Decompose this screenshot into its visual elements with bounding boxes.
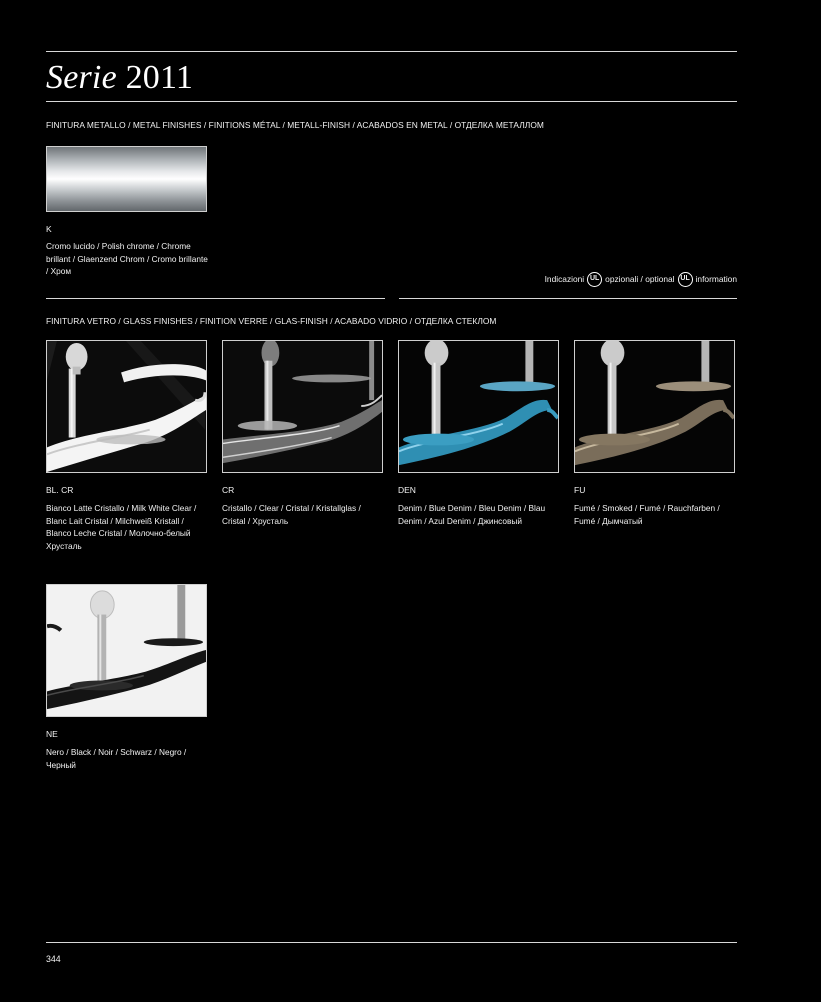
glass-section-rule-right [399,298,737,299]
glass-swatch-black [46,584,207,717]
glass-swatch-milk-white-clear [46,340,207,473]
glass-section-label: FINITURA VETRO / GLASS FINISHES / FINITION VERRE / GLAS-FINISH / ACABADO VIDRIO / ОТДЕЛКА СТЕКЛОМ [46,316,497,326]
glass-swatch-clear [222,340,383,473]
glass-finish-description: Denim / Blue Denim / Bleu Denim / Blau Denim / Azul Denim / Джинсовый [398,503,546,526]
header-bottom-rule [46,101,737,102]
glass-finish-description: Nero / Black / Noir / Schwarz / Negro / Черный [46,747,187,770]
glass-finish-code: BL. CR [46,485,74,495]
ul-certification-icon-2: UL [678,272,693,287]
metal-finish-description: Cromo lucido / Polish chrome / Chrome brillant / Glaenzend Chrom / Cromo brillante / Хром [46,241,208,276]
metal-section-label: FINITURA METALLO / METAL FINISHES / FINITIONS MÉTAL / METALL-FINISH / ACABADOS EN METAL / ОТДЕЛКА МЕТАЛЛОМ [46,120,544,130]
page-number: 344 [46,954,61,964]
metal-finish-code: K [46,224,52,234]
glass-finish-code: CR [222,485,235,495]
glass-swatch-blue-denim [398,340,559,473]
ul-certification-icon: UL [587,272,602,287]
ul-info-text-after: information [695,274,737,284]
footer-rule [46,942,737,943]
glass-finish-description: Cristallo / Clear / Cristal / Kristallglas / Cristal / Хрусталь [222,503,361,526]
ul-optional-info [545,270,737,288]
glass-swatch-smoked [574,340,735,473]
glass-finish-code: FU [574,485,586,495]
glass-section-rule-left [46,298,385,299]
page-title [46,58,193,98]
header-top-rule [46,51,737,52]
glass-finish-code: NE [46,729,58,739]
metal-swatch-chrome [46,146,207,212]
glass-finish-code: DEN [398,485,416,495]
title-number: 2011 [125,59,194,96]
glass-finish-description: Bianco Latte Cristallo / Milk White Clear / Blanc Lait Cristal / Milchweiß Kristall / Blanco Leche Cristal / Молочно-белый Хрусталь [46,503,197,551]
title-italic: Serie [46,59,117,96]
ul-info-text-middle: opzionali / optional [605,274,675,284]
glass-finish-description: Fumé / Smoked / Fumé / Rauchfarben / Fumé / Дымчатый [574,503,720,526]
ul-info-text-before: Indicazioni [544,274,585,284]
